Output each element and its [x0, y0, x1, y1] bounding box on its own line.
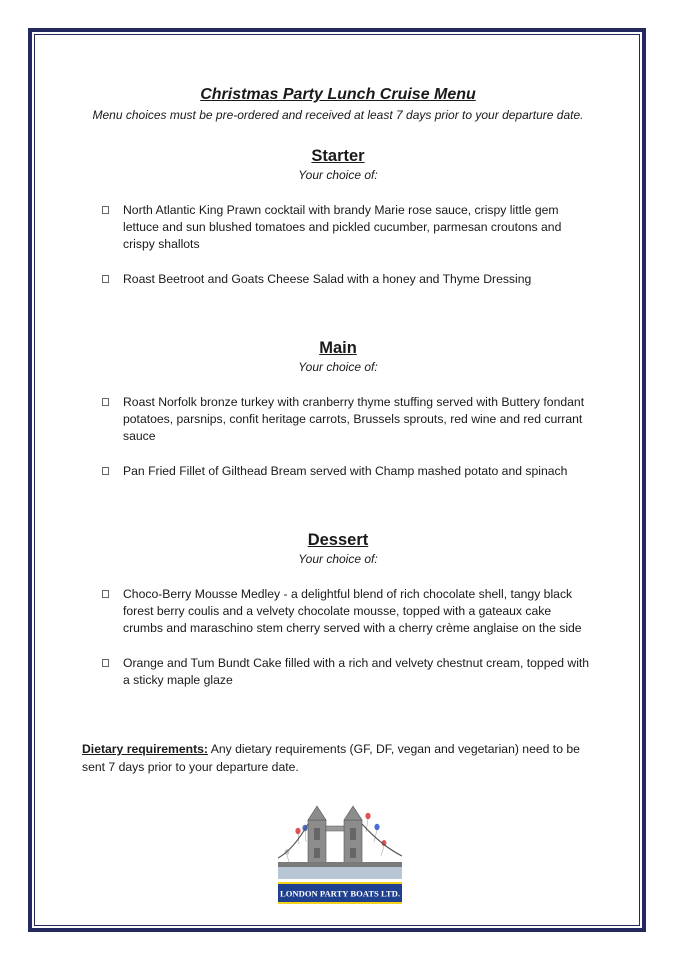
logo-text: LONDON PARTY BOATS LTD. — [279, 888, 401, 899]
menu-title: Christmas Party Lunch Cruise Menu — [200, 86, 476, 103]
company-logo — [278, 800, 402, 906]
section-choice-main: Your choice of: — [298, 360, 378, 374]
list-item — [82, 586, 593, 637]
item-text: Pan Fried Fillet of Gilthead Bream served with Champ mashed potato and spinach — [123, 464, 568, 478]
dietary-requirements — [82, 740, 598, 776]
menu-content — [82, 84, 594, 689]
list-item — [82, 202, 593, 253]
dessert-section — [82, 529, 594, 689]
dietary-text: Any dietary requirements (GF, DF, vegan and vegetarian) need to be sent 7 days prior to your departure date. — [82, 742, 580, 774]
tower-bridge-icon — [278, 800, 402, 906]
checkbox-icon[interactable] — [102, 590, 109, 598]
main-section — [82, 337, 594, 480]
checkbox-icon[interactable] — [102, 206, 109, 214]
section-heading-dessert: Dessert — [307, 531, 369, 549]
item-text: Roast Norfolk bronze turkey with cranberry thyme stuffing served with Buttery fondant potatoes, parsnips, confit heritage carrots, Brussels sprouts, red wine and red currant sauce — [123, 395, 585, 443]
list-item — [82, 271, 593, 288]
starter-section — [82, 145, 594, 288]
checkbox-icon[interactable] — [102, 659, 109, 667]
list-item — [82, 394, 593, 445]
section-choice-starter: Your choice of: — [298, 168, 378, 182]
checkbox-icon[interactable] — [102, 398, 109, 406]
item-text: Orange and Tum Bundt Cake filled with a rich and velvety chestnut cream, topped with a sticky maple glaze — [123, 656, 590, 687]
section-choice-dessert: Your choice of: — [298, 552, 378, 566]
checkbox-icon[interactable] — [102, 275, 109, 283]
section-heading-starter: Starter — [311, 147, 365, 165]
starter-list — [82, 202, 594, 288]
item-text: North Atlantic King Prawn cocktail with brandy Marie rose sauce, crispy little gem lettuce and sun blushed tomatoes and pickled cucumber, parmesan croutons and crispy shallots — [123, 203, 562, 251]
list-item — [82, 463, 593, 480]
dietary-label: Dietary requirements: — [82, 742, 208, 756]
item-text: Choco-Berry Mousse Medley - a delightful blend of rich chocolate shell, tangy black forest berry coulis and a velvety chocolate mousse, topped with a gateaux cake crumbs and maraschino stem cherry served with a cherry crème anglaise on the side — [123, 587, 582, 635]
section-heading-main: Main — [319, 339, 357, 357]
main-list — [82, 394, 594, 480]
dessert-list — [82, 586, 594, 689]
menu-subtitle: Menu choices must be pre-ordered and received at least 7 days prior to your departure date. — [92, 108, 584, 122]
checkbox-icon[interactable] — [102, 467, 109, 475]
list-item — [82, 655, 593, 689]
item-text: Roast Beetroot and Goats Cheese Salad with a honey and Thyme Dressing — [123, 272, 532, 286]
